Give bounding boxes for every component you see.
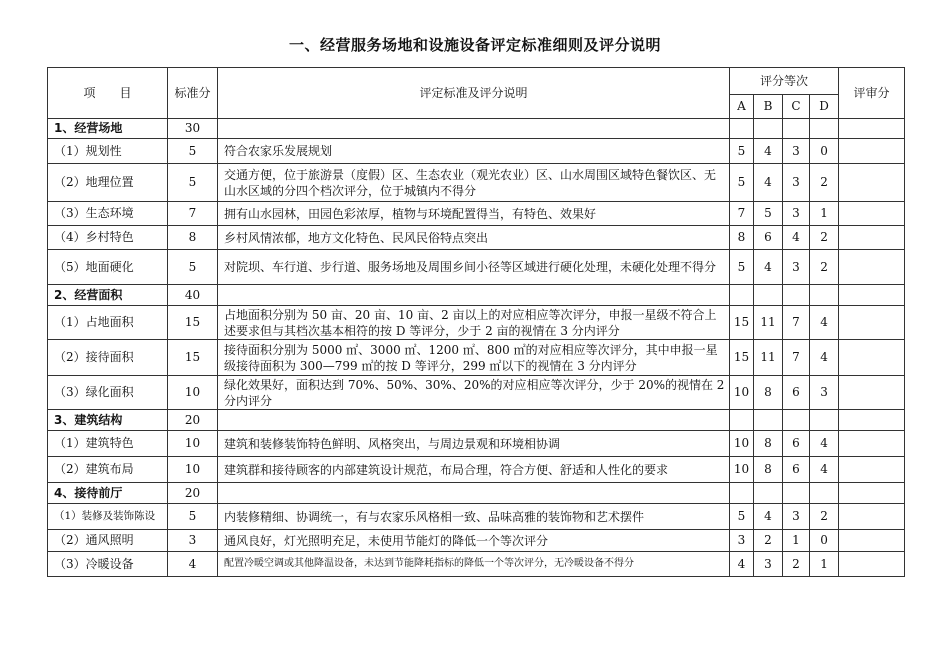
grade-a-score: 15 [730, 340, 754, 376]
table-row [48, 376, 905, 410]
page-title: 一、经营服务场地和设施设备评定标准细则及评分说明 [288, 36, 661, 54]
grade-c-cell [783, 119, 810, 139]
grade-a-cell [730, 119, 754, 139]
item-name: （1）建筑特色 [48, 431, 168, 457]
standard-score: 15 [168, 306, 218, 340]
grade-b-score: 8 [754, 376, 783, 410]
standard-score: 3 [168, 530, 218, 552]
criteria-text: 内装修精细、协调统一，有与农家乐风格相一致、品味高雅的装饰物和艺术摆件 [218, 504, 730, 530]
header-grade-d: D [810, 95, 839, 119]
grade-b-score: 8 [754, 431, 783, 457]
table-row [48, 457, 905, 483]
review-score-cell [839, 202, 905, 226]
grade-d-score: 4 [810, 340, 839, 376]
grade-d-cell [810, 483, 839, 504]
section-row [48, 119, 905, 139]
item-name: （3）生态环境 [48, 202, 168, 226]
grade-c-score: 6 [783, 376, 810, 410]
grade-a-score: 10 [730, 431, 754, 457]
header-item: 项 目 [48, 68, 168, 119]
criteria-cell [218, 483, 730, 504]
standard-score: 5 [168, 504, 218, 530]
item-name: （2）建筑布局 [48, 457, 168, 483]
table-row [48, 431, 905, 457]
standard-score: 7 [168, 202, 218, 226]
standard-score: 5 [168, 164, 218, 202]
grade-a-score: 3 [730, 530, 754, 552]
criteria-text: 对院坝、车行道、步行道、服务场地及周围乡间小径等区域进行硬化处理，未硬化处理不得分 [218, 250, 730, 285]
standard-score: 15 [168, 340, 218, 376]
criteria-text: 通风良好，灯光照明充足，未使用节能灯的降低一个等次评分 [218, 530, 730, 552]
grade-d-cell [810, 119, 839, 139]
criteria-text: 交通方便，位于旅游景（度假）区、生态农业（观光农业）区、山水周围区域特色餐饮区、无山水区域的分四个档次评分，位于城镇内不得分 [218, 164, 730, 202]
criteria-text: 占地面积分别为 50 亩、20 亩、10 亩、2 亩以上的对应相应等次评分，申报一星级不符合上述要求但与其档次基本相符的按 D 等评分，少于 2 亩的视情在 3 分内评分 [218, 306, 730, 340]
grade-d-score: 4 [810, 306, 839, 340]
standard-score: 5 [168, 139, 218, 164]
table-row [48, 139, 905, 164]
grade-c-score: 7 [783, 306, 810, 340]
section-title: 2、经营面积 [48, 285, 168, 306]
criteria-text: 绿化效果好，面积达到 70%、50%、30%、20%的对应相应等次评分，少于 20%的视情在 2 分内评分 [218, 376, 730, 410]
grade-a-score: 8 [730, 226, 754, 250]
review-score-cell [839, 431, 905, 457]
header-std-score: 标准分 [168, 68, 218, 119]
standard-score: 10 [168, 376, 218, 410]
review-score-cell [839, 226, 905, 250]
header-grade: 评分等次 [730, 68, 839, 95]
table-row [48, 164, 905, 202]
grade-c-cell [783, 285, 810, 306]
item-name: （2）接待面积 [48, 340, 168, 376]
table-row [48, 340, 905, 376]
grade-a-score: 5 [730, 164, 754, 202]
grade-c-score: 2 [783, 552, 810, 577]
review-score-cell [839, 376, 905, 410]
grade-c-score: 6 [783, 457, 810, 483]
grade-d-cell [810, 285, 839, 306]
grade-a-cell [730, 285, 754, 306]
grade-d-score: 1 [810, 552, 839, 577]
grade-c-score: 3 [783, 139, 810, 164]
review-score-cell [839, 164, 905, 202]
header-criteria: 评定标准及评分说明 [218, 68, 730, 119]
header-review: 评审分 [839, 68, 905, 119]
criteria-cell [218, 285, 730, 306]
section-title: 3、建筑结构 [48, 410, 168, 431]
header-grade-b: B [754, 95, 783, 119]
item-name: （4）乡村特色 [48, 226, 168, 250]
criteria-text: 接待面积分别为 5000 ㎡、3000 ㎡、1200 ㎡、800 ㎡的对应相应等次评分，其中申报一星级接待面积为 300—799 ㎡的按 D 等评分，299 ㎡以下的视情在 3 分内评分 [218, 340, 730, 376]
grade-d-score: 2 [810, 226, 839, 250]
table-body [48, 119, 905, 577]
scoring-table [47, 67, 905, 577]
grade-c-score: 3 [783, 504, 810, 530]
standard-score: 8 [168, 226, 218, 250]
criteria-text: 配置冷暖空调或其他降温设备，未达到节能降耗指标的降低一个等次评分，无冷暖设备不得分 [218, 552, 730, 577]
item-name: （2）通风照明 [48, 530, 168, 552]
review-score-cell [839, 250, 905, 285]
grade-a-cell [730, 483, 754, 504]
review-score-cell [839, 306, 905, 340]
grade-c-score: 3 [783, 202, 810, 226]
review-score-cell [839, 552, 905, 577]
grade-d-score: 1 [810, 202, 839, 226]
section-row [48, 410, 905, 431]
grade-a-score: 4 [730, 552, 754, 577]
standard-score: 4 [168, 552, 218, 577]
grade-b-score: 11 [754, 340, 783, 376]
item-name: （2）地理位置 [48, 164, 168, 202]
table-row [48, 226, 905, 250]
item-name: （3）冷暖设备 [48, 552, 168, 577]
section-score: 40 [168, 285, 218, 306]
table-row [48, 202, 905, 226]
section-score: 30 [168, 119, 218, 139]
review-score-cell [839, 119, 905, 139]
review-score-cell [839, 530, 905, 552]
review-score-cell [839, 483, 905, 504]
table-row [48, 530, 905, 552]
header-grade-c: C [783, 95, 810, 119]
grade-b-score: 4 [754, 504, 783, 530]
grade-a-score: 10 [730, 376, 754, 410]
item-name: （3）绿化面积 [48, 376, 168, 410]
criteria-text: 建筑群和接待顾客的内部建筑设计规范，布局合理，符合方便、舒适和人性化的要求 [218, 457, 730, 483]
criteria-cell [218, 119, 730, 139]
grade-b-cell [754, 410, 783, 431]
criteria-cell [218, 410, 730, 431]
table-row [48, 552, 905, 577]
grade-c-score: 1 [783, 530, 810, 552]
section-score: 20 [168, 410, 218, 431]
grade-a-score: 7 [730, 202, 754, 226]
grade-a-cell [730, 410, 754, 431]
grade-b-score: 4 [754, 139, 783, 164]
review-score-cell [839, 504, 905, 530]
grade-a-score: 5 [730, 504, 754, 530]
grade-c-score: 4 [783, 226, 810, 250]
grade-b-score: 4 [754, 250, 783, 285]
grade-c-cell [783, 483, 810, 504]
grade-d-score: 2 [810, 504, 839, 530]
section-title: 4、接待前厅 [48, 483, 168, 504]
grade-b-score: 4 [754, 164, 783, 202]
grade-b-score: 8 [754, 457, 783, 483]
grade-d-score: 2 [810, 164, 839, 202]
grade-c-score: 3 [783, 250, 810, 285]
section-row [48, 483, 905, 504]
grade-b-score: 3 [754, 552, 783, 577]
section-score: 20 [168, 483, 218, 504]
grade-a-score: 15 [730, 306, 754, 340]
item-name: （1）占地面积 [48, 306, 168, 340]
grade-d-score: 4 [810, 457, 839, 483]
grade-c-score: 3 [783, 164, 810, 202]
criteria-text: 符合农家乐发展规划 [218, 139, 730, 164]
section-title: 1、经营场地 [48, 119, 168, 139]
grade-c-cell [783, 410, 810, 431]
criteria-text: 拥有山水园林，田园色彩浓厚，植物与环境配置得当，有特色、效果好 [218, 202, 730, 226]
header-grade-a: A [730, 95, 754, 119]
grade-c-score: 7 [783, 340, 810, 376]
review-score-cell [839, 410, 905, 431]
grade-b-cell [754, 483, 783, 504]
grade-b-score: 11 [754, 306, 783, 340]
grade-a-score: 5 [730, 139, 754, 164]
section-row [48, 285, 905, 306]
grade-b-score: 2 [754, 530, 783, 552]
grade-a-score: 10 [730, 457, 754, 483]
standard-score: 10 [168, 431, 218, 457]
standard-score: 5 [168, 250, 218, 285]
table-row [48, 250, 905, 285]
review-score-cell [839, 457, 905, 483]
item-name: （1）装修及装饰陈设 [48, 504, 168, 530]
grade-d-score: 2 [810, 250, 839, 285]
grade-b-score: 5 [754, 202, 783, 226]
grade-c-score: 6 [783, 431, 810, 457]
item-name: （1）规划性 [48, 139, 168, 164]
criteria-text: 建筑和装修装饰特色鲜明、风格突出，与周边景观和环境相协调 [218, 431, 730, 457]
review-score-cell [839, 139, 905, 164]
table-row [48, 306, 905, 340]
grade-d-score: 3 [810, 376, 839, 410]
grade-b-cell [754, 285, 783, 306]
header-row [48, 68, 905, 95]
review-score-cell [839, 285, 905, 306]
grade-b-cell [754, 119, 783, 139]
grade-d-score: 0 [810, 139, 839, 164]
standard-score: 10 [168, 457, 218, 483]
table-row [48, 504, 905, 530]
grade-d-score: 4 [810, 431, 839, 457]
review-score-cell [839, 340, 905, 376]
grade-d-cell [810, 410, 839, 431]
item-name: （5）地面硬化 [48, 250, 168, 285]
criteria-text: 乡村风情浓郁，地方文化特色、民风民俗特点突出 [218, 226, 730, 250]
grade-a-score: 5 [730, 250, 754, 285]
grade-d-score: 0 [810, 530, 839, 552]
grade-b-score: 6 [754, 226, 783, 250]
